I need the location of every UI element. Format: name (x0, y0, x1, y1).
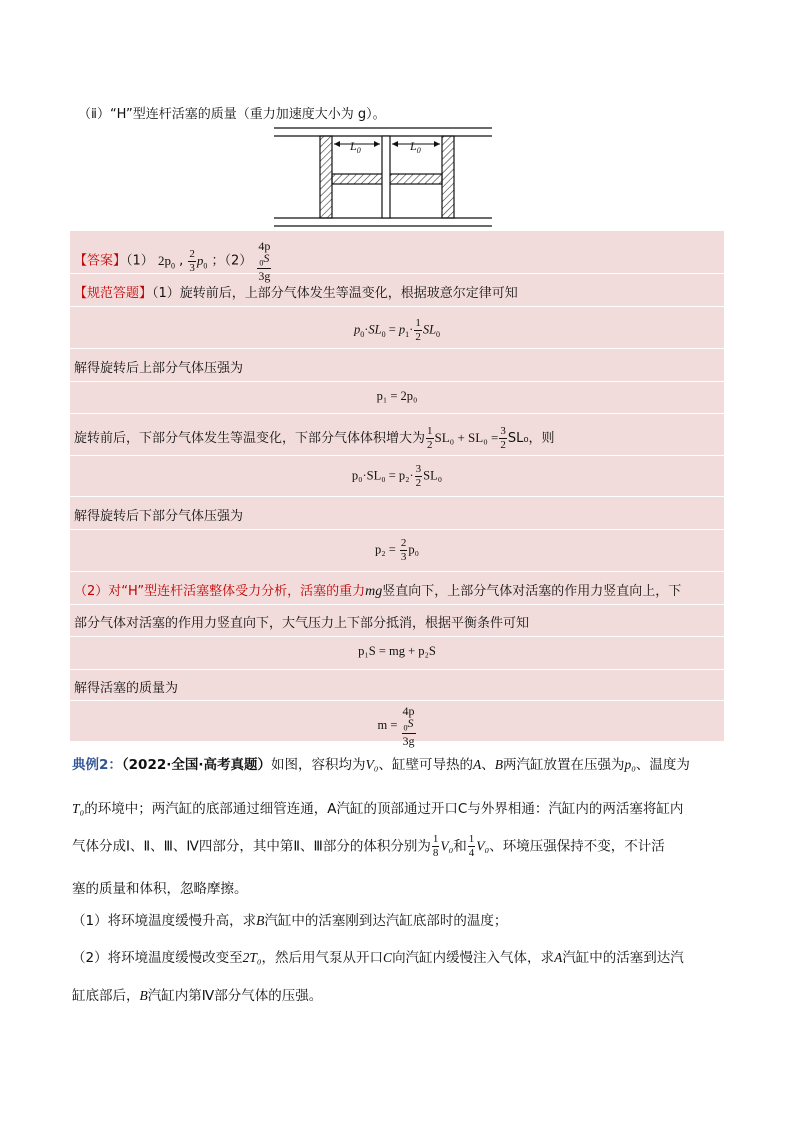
solution-step6: 解得活塞的质量为 (74, 681, 179, 696)
answer-tag: 【答案】 (74, 253, 127, 269)
example2-line2: T₀的环境中；两汽缸的底部通过细管连通，A汽缸的顶部通过开口C与外界相通：汽缸内的两活塞将缸内 (72, 801, 684, 817)
example2-q2-cont: 缸底部后，B汽缸内第Ⅳ部分气体的压强。 (72, 988, 323, 1004)
example2-q1: （1）将环境温度缓慢升高，求B汽缸中的活塞刚到达汽缸底部时的温度； (72, 913, 508, 929)
label-l0-left: $L_0$ (350, 139, 361, 155)
answer-sep: ； (211, 253, 225, 269)
example2-line1: 典例2：（2022·全国·高考真题）如图，容积均为V₀、缸壁可导热的A、B两汽缸放置在压强为p₀、温度为 (72, 757, 690, 773)
equation-2: p₁ = 2p₀ (376, 389, 418, 403)
solution-step4: 解得旋转后下部分气体压强为 (74, 509, 244, 524)
answer-line: 【答案】（1） $2p_0$ , $\frac{2}{3}$ $p_0$ ；（2） 4p $_0$S 3g (74, 239, 271, 284)
label-l0-right: $L_0$ (410, 139, 421, 155)
answer-part1-prefix: （1） (126, 253, 154, 269)
solution-step5-cont: 部分气体对活塞的作用力竖直向下，大气压力上下部分抵消，根据平衡条件可知 (74, 616, 530, 631)
solution-tag: 【规范答题】 (74, 286, 153, 301)
answer-frac: $\frac{2}{3}$ (189, 247, 195, 274)
question-ii: （ⅱ）“H”型连杆活塞的质量（重力加速度大小为 g）。 (78, 107, 386, 122)
example2-q2: （2）将环境温度缓慢改变至2T₀，然后用气泵从开口C向汽缸内缓慢注入气体，求A汽缸中的活塞到达汽 (72, 950, 684, 966)
equation-1: $p_0\cdot SL_0 = p_1\cdot$ $\frac{1}{2}$ $SL_0$ (353, 317, 441, 343)
solution-step5: （2）对“H”型连杆活塞整体受力分析，活塞的重力mg竖直向下，上部分气体对活塞的作用力竖直向上，下 (74, 584, 682, 599)
equation-6: m = 4p $_0$S 3g (377, 704, 415, 749)
answer-mass-frac: 4p $_0$S 3g (258, 239, 271, 284)
h-piston-figure (272, 124, 494, 232)
answer-part2-prefix: （2） (224, 253, 253, 269)
solution-intro (74, 282, 518, 301)
example2-line3: 气体分成Ⅰ、Ⅱ、Ⅲ、Ⅳ四部分，其中第Ⅱ、Ⅲ部分的体积分别为 $\frac{1}{8}$ V₀和 $\frac{1}{4}$ V₀、环境压强保持不变，不计活 (72, 833, 665, 859)
solution-step1: （1）旋转前后，上部分气体发生等温变化，根据玻意尔定律可知 (152, 286, 518, 301)
equation-4: p₂ = $\frac{2}{3}$ p₀ (374, 537, 420, 563)
example2-line4: 塞的质量和体积，忽略摩擦。 (72, 881, 248, 897)
answer-p1: $2p_0$ (157, 252, 175, 271)
solution-step3: 旋转前后，下部分气体发生等温变化，下部分气体体积增大为 $\frac{1}{2}$ SL₀ + SL₀ = $\frac{3}{2}$ SL₀，则 (74, 425, 555, 451)
solution-step2: 解得旋转后上部分气体压强为 (74, 361, 244, 376)
equation-5: p₁S = mg + p₂S (358, 644, 436, 658)
equation-3: p₀·SL₀ = p₂· $\frac{3}{2}$ SL₀ (351, 463, 443, 489)
